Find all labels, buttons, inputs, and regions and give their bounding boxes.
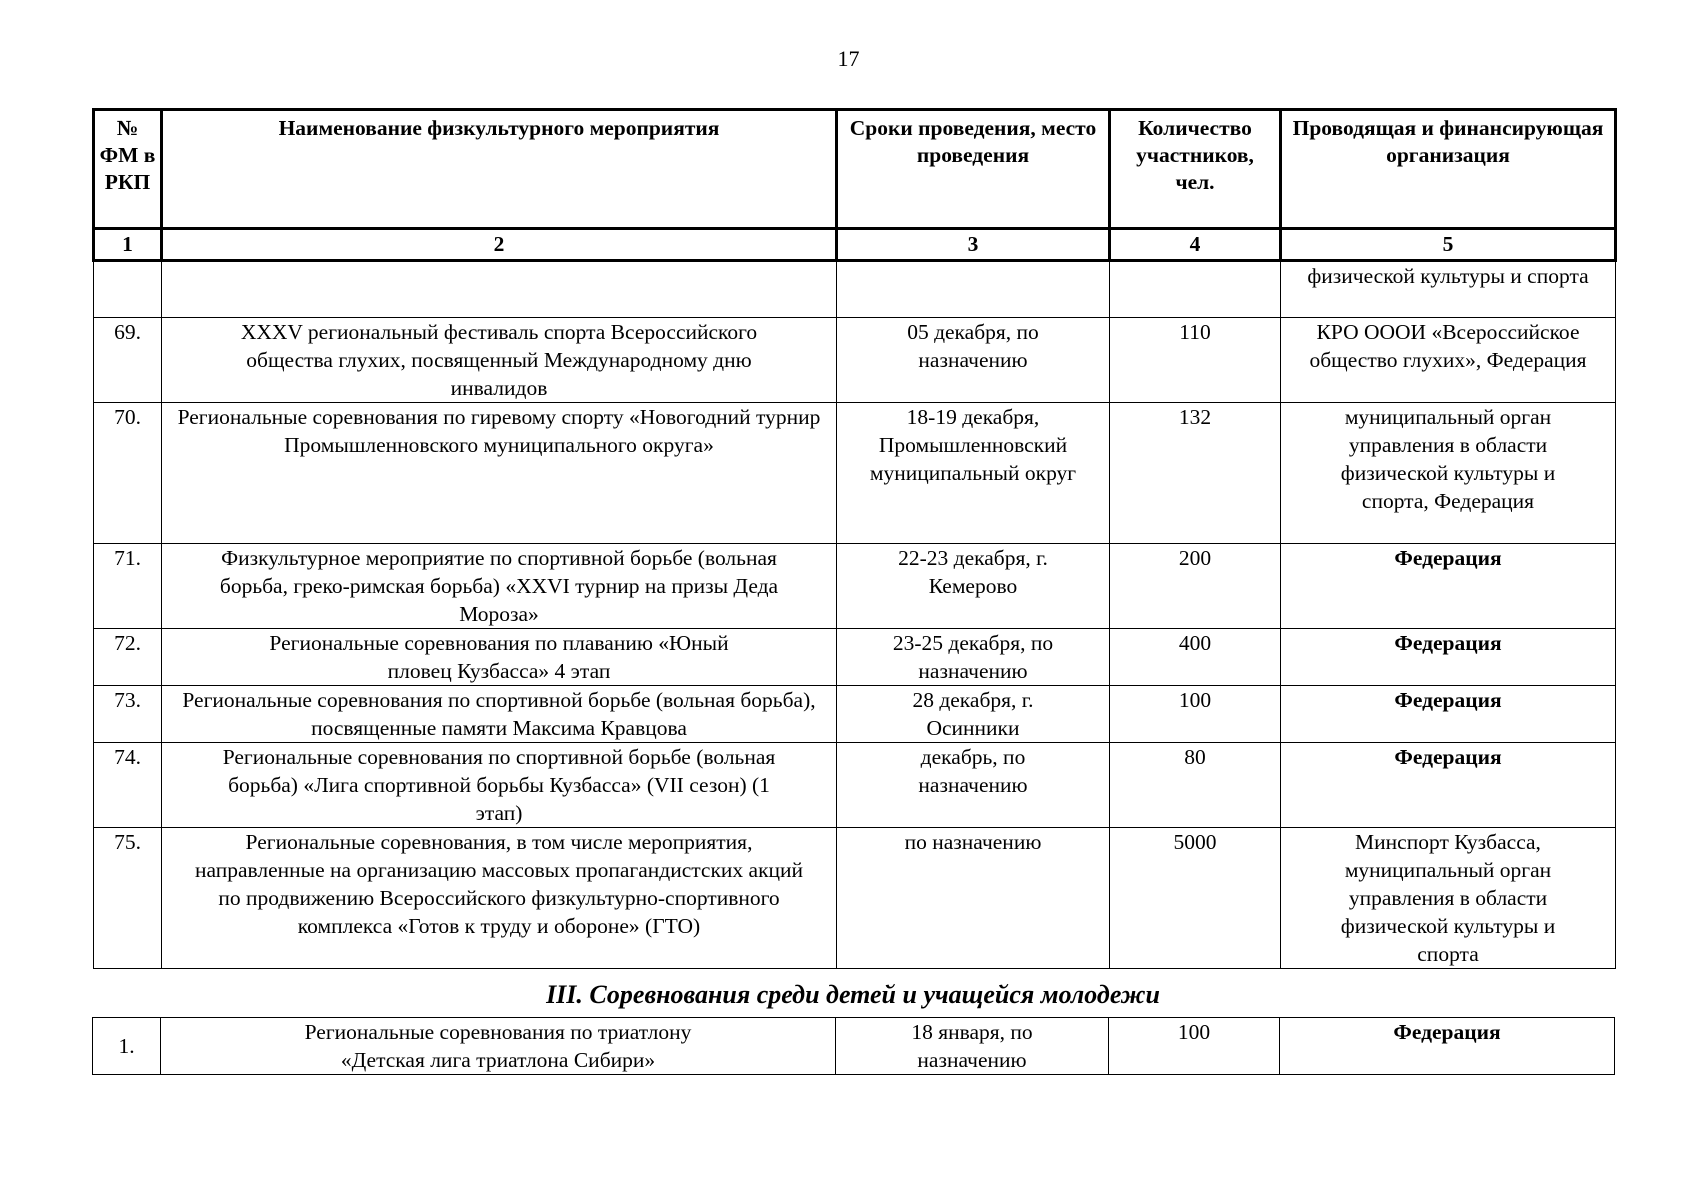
cell-org: Федерация [1281, 743, 1616, 828]
table-row [93, 1018, 1615, 1075]
cell-date-place: 28 декабря, г. Осинники [837, 686, 1110, 743]
cell-count: 132 [1110, 403, 1281, 544]
cell-name [162, 261, 837, 318]
cell-date-place [837, 261, 1110, 318]
header-num: № ФМ в РКП [94, 110, 162, 229]
cell-org: Минспорт Кузбасса, муниципальный орган управления в области физической культуры и спорта [1281, 828, 1616, 969]
column-number: 5 [1281, 229, 1616, 261]
continuation-row [94, 261, 1616, 318]
cell-count: 100 [1110, 686, 1281, 743]
cell-num: 71. [94, 544, 162, 629]
table-row [94, 828, 1616, 969]
cell-org: физической культуры и спорта [1281, 261, 1616, 318]
column-number: 3 [837, 229, 1110, 261]
table-row [94, 544, 1616, 629]
cell-num: 69. [94, 318, 162, 403]
cell-name: Региональные соревнования по плаванию «Юный пловец Кузбасса» 4 этап [162, 629, 837, 686]
cell-count [1110, 261, 1281, 318]
cell-num: 1. [93, 1018, 161, 1075]
cell-org: Федерация [1281, 629, 1616, 686]
header-date-place: Сроки проведения, место проведения [837, 110, 1110, 229]
cell-num: 73. [94, 686, 162, 743]
cell-count: 100 [1109, 1018, 1280, 1075]
section-table [92, 1017, 1615, 1075]
cell-name: XXXV региональный фестиваль спорта Всероссийского общества глухих, посвященный Международному дню инвалидов [162, 318, 837, 403]
cell-num: 72. [94, 629, 162, 686]
cell-count: 200 [1110, 544, 1281, 629]
table-row [94, 743, 1616, 828]
cell-count: 110 [1110, 318, 1281, 403]
cell-name: Региональные соревнования, в том числе мероприятия, направленные на организацию массовых пропагандистских акций по продвижению Всероссийского физкультурно-спортивного комплекса «Готов к труду и обороне» (ГТО) [162, 828, 837, 969]
events-table [92, 108, 1617, 969]
cell-date-place: декабрь, по назначению [837, 743, 1110, 828]
header-org: Проводящая и финансирующая организация [1281, 110, 1616, 229]
table-row [94, 629, 1616, 686]
table-row [94, 403, 1616, 544]
cell-org: КРО ОООИ «Всероссийское общество глухих», Федерация [1281, 318, 1616, 403]
cell-num: 70. [94, 403, 162, 544]
cell-name: Физкультурное мероприятие по спортивной борьбе (вольная борьба, греко-римская борьба) «XXVI турнир на призы Деда Мороза» [162, 544, 837, 629]
column-number: 4 [1110, 229, 1281, 261]
cell-name: Региональные соревнования по гиревому спорту «Новогодний турнир Промышленновского муниципального округа» [162, 403, 837, 544]
table-row [94, 318, 1616, 403]
cell-date-place: по назначению [837, 828, 1110, 969]
cell-org: Федерация [1281, 686, 1616, 743]
column-number: 2 [162, 229, 837, 261]
cell-count: 5000 [1110, 828, 1281, 969]
cell-date-place: 18-19 декабря, Промышленновский муниципальный округ [837, 403, 1110, 544]
cell-name: Региональные соревнования по спортивной борьбе (вольная борьба), посвященные памяти Максима Кравцова [162, 686, 837, 743]
header-name: Наименование физкультурного мероприятия [162, 110, 837, 229]
cell-num: 74. [94, 743, 162, 828]
cell-org: муниципальный орган управления в области физической культуры и спорта, Федерация [1281, 403, 1616, 544]
section-title: III. Соревнования среди детей и учащейся молодежи [546, 980, 1160, 1009]
cell-date-place: 23-25 декабря, по назначению [837, 629, 1110, 686]
cell-date-place: 05 декабря, по назначению [837, 318, 1110, 403]
cell-count: 80 [1110, 743, 1281, 828]
table-row [94, 686, 1616, 743]
cell-num [94, 261, 162, 318]
cell-name: Региональные соревнования по триатлону «Детская лига триатлона Сибири» [161, 1018, 836, 1075]
cell-org: Федерация [1280, 1018, 1615, 1075]
column-number-row [94, 229, 1616, 261]
cell-org: Федерация [1281, 544, 1616, 629]
page-number: 17 [837, 46, 860, 71]
header-row [94, 110, 1616, 229]
header-count: Количество участников, чел. [1110, 110, 1281, 229]
cell-name: Региональные соревнования по спортивной борьбе (вольная борьба) «Лига спортивной борьбы Кузбасса» (VII сезон) (1 этап) [162, 743, 837, 828]
cell-date-place: 18 января, по назначению [836, 1018, 1109, 1075]
column-number: 1 [94, 229, 162, 261]
cell-count: 400 [1110, 629, 1281, 686]
cell-num: 75. [94, 828, 162, 969]
cell-date-place: 22-23 декабря, г. Кемерово [837, 544, 1110, 629]
